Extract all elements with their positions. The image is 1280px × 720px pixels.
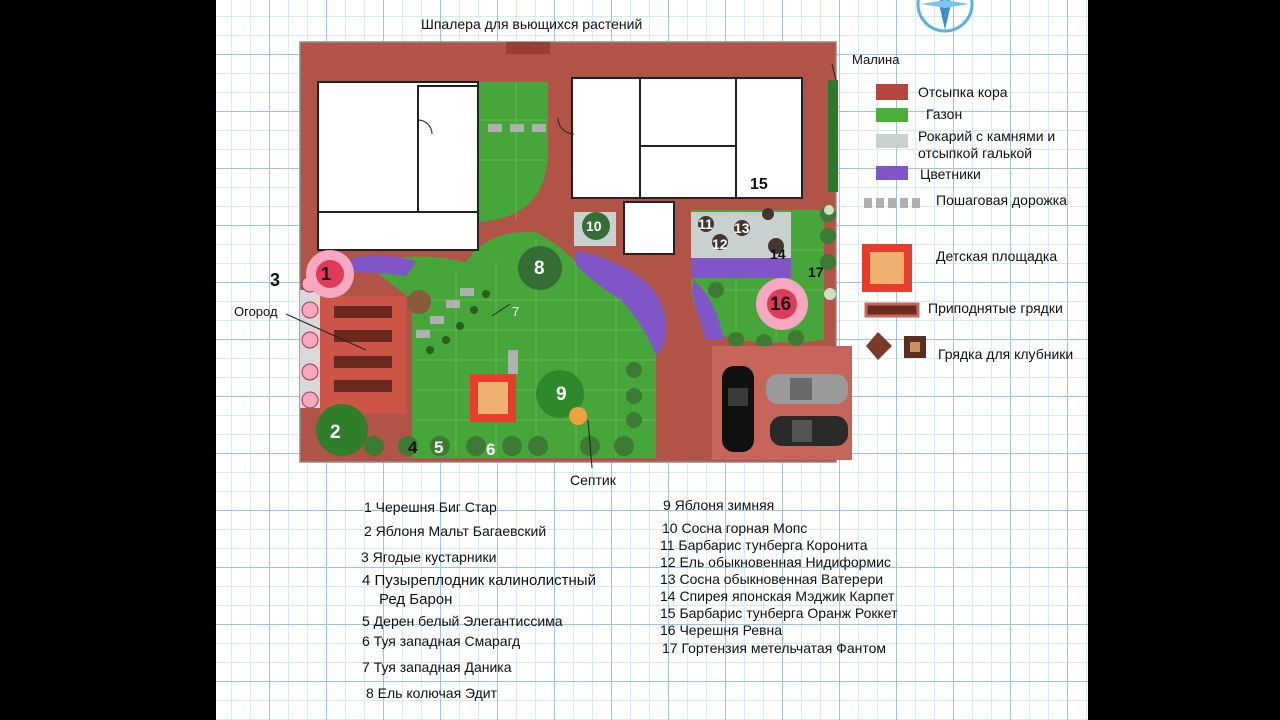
plan-number-10: 10 xyxy=(586,218,602,234)
plant-item-1: 1 Черешня Биг Стар xyxy=(364,499,497,515)
plan-number-3: 3 xyxy=(270,270,281,290)
plant-item-4: 4 Пузыреплодник калинолистный xyxy=(362,572,596,589)
label-raspberry: Малина xyxy=(852,52,900,67)
plant-item-10: 10 Сосна горная Мопс xyxy=(662,520,808,536)
plant-item-4-cont: Ред Барон xyxy=(379,591,453,608)
car-silver xyxy=(766,374,848,404)
plant-item-8: 8 Ель колючая Эдит xyxy=(366,685,498,701)
legend-swatch-bark xyxy=(876,84,908,100)
plant-item-2: 2 Яблоня Мальт Багаевский xyxy=(364,523,547,539)
legend-swatch-strawberry-hex xyxy=(866,332,892,360)
plant-item-5: 5 Дерен белый Элегантиссима xyxy=(362,613,563,629)
plan-number-6: 6 xyxy=(486,440,496,459)
plan-number-11: 11 xyxy=(698,216,713,232)
plant-item-14: 14 Спирея японская Мэджик Карпет xyxy=(660,588,895,604)
plan-number-8: 8 xyxy=(534,258,545,279)
label-septic: Септик xyxy=(570,472,616,488)
label-trellis: Шпалера для вьющихся растений xyxy=(421,16,643,32)
plan-number-1: 1 xyxy=(321,264,332,284)
plant-item-13: 13 Сосна обыкновенная Ватерери xyxy=(660,571,884,587)
plan-number-4: 4 xyxy=(408,438,418,457)
plan-number-16: 16 xyxy=(770,294,792,315)
legend-swatch-flowers xyxy=(876,166,908,180)
legend-label-path: Пошаговая дорожка xyxy=(936,192,1067,208)
trellis xyxy=(506,42,550,54)
plan-number-12: 12 xyxy=(712,236,728,252)
plan-number-13: 13 xyxy=(734,220,750,236)
car-black xyxy=(722,366,754,452)
compass-icon xyxy=(918,0,972,31)
plan-sheet xyxy=(216,0,1088,720)
septic-tank xyxy=(569,407,587,425)
legend-label-flowers: Цветники xyxy=(920,166,981,182)
car-dark xyxy=(770,416,848,446)
legend-swatch-path xyxy=(864,198,920,208)
legend-swatch-raised-bed xyxy=(866,304,918,316)
shrub xyxy=(407,290,431,314)
plant-item-3: 3 Ягодые кустарники xyxy=(361,549,497,565)
legend-label-strawberry: Грядка для клубники xyxy=(938,346,1074,362)
porch xyxy=(624,202,674,254)
legend-label-playground: Детская площадка xyxy=(936,248,1058,264)
plan-number-5: 5 xyxy=(434,438,444,457)
plan-number-17: 17 xyxy=(808,264,824,280)
plant-item-7: 7 Туя западная Даника xyxy=(362,659,512,675)
plant-item-9: 9 Яблоня зимняя xyxy=(663,497,775,513)
label-garden-bed: Огород xyxy=(234,304,278,319)
legend-label-lawn: Газон xyxy=(926,106,963,122)
plant-item-16: 16 Черешня Ревна xyxy=(660,622,783,638)
raspberry-row xyxy=(828,80,838,192)
legend-label-rockery-1: Рокарий с камнями и xyxy=(918,128,1056,144)
plan-number-15: 15 xyxy=(750,176,768,193)
terrace-left xyxy=(318,212,478,250)
tree-apple-2 xyxy=(316,404,368,456)
legend-label-rockery-2: отсыпкой галькой xyxy=(918,145,1033,161)
plant-item-6: 6 Туя западная Смарагд xyxy=(362,633,521,649)
plan-number-9: 9 xyxy=(556,384,567,405)
legend-label-bark: Отсыпка кора xyxy=(918,84,1008,100)
plant-item-11: 11 Барбарис тунберга Коронита xyxy=(660,537,868,553)
plant-item-12: 12 Ель обыкновенная Нидиформис xyxy=(660,554,891,570)
legend-label-raised-bed: Приподнятые грядки xyxy=(928,300,1063,316)
plant-item-15: 15 Барбарис тунберга Оранж Роккет xyxy=(660,605,898,621)
plan-number-14: 14 xyxy=(770,246,786,262)
plant-item-17: 17 Гортензия метельчатая Фантом xyxy=(662,640,887,656)
plan-number-2: 2 xyxy=(330,422,341,443)
legend-swatch-lawn xyxy=(876,108,908,122)
label-item-7: 7 xyxy=(512,304,520,319)
legend-swatch-playground xyxy=(862,244,912,292)
legend-swatch-rockery xyxy=(876,134,908,148)
